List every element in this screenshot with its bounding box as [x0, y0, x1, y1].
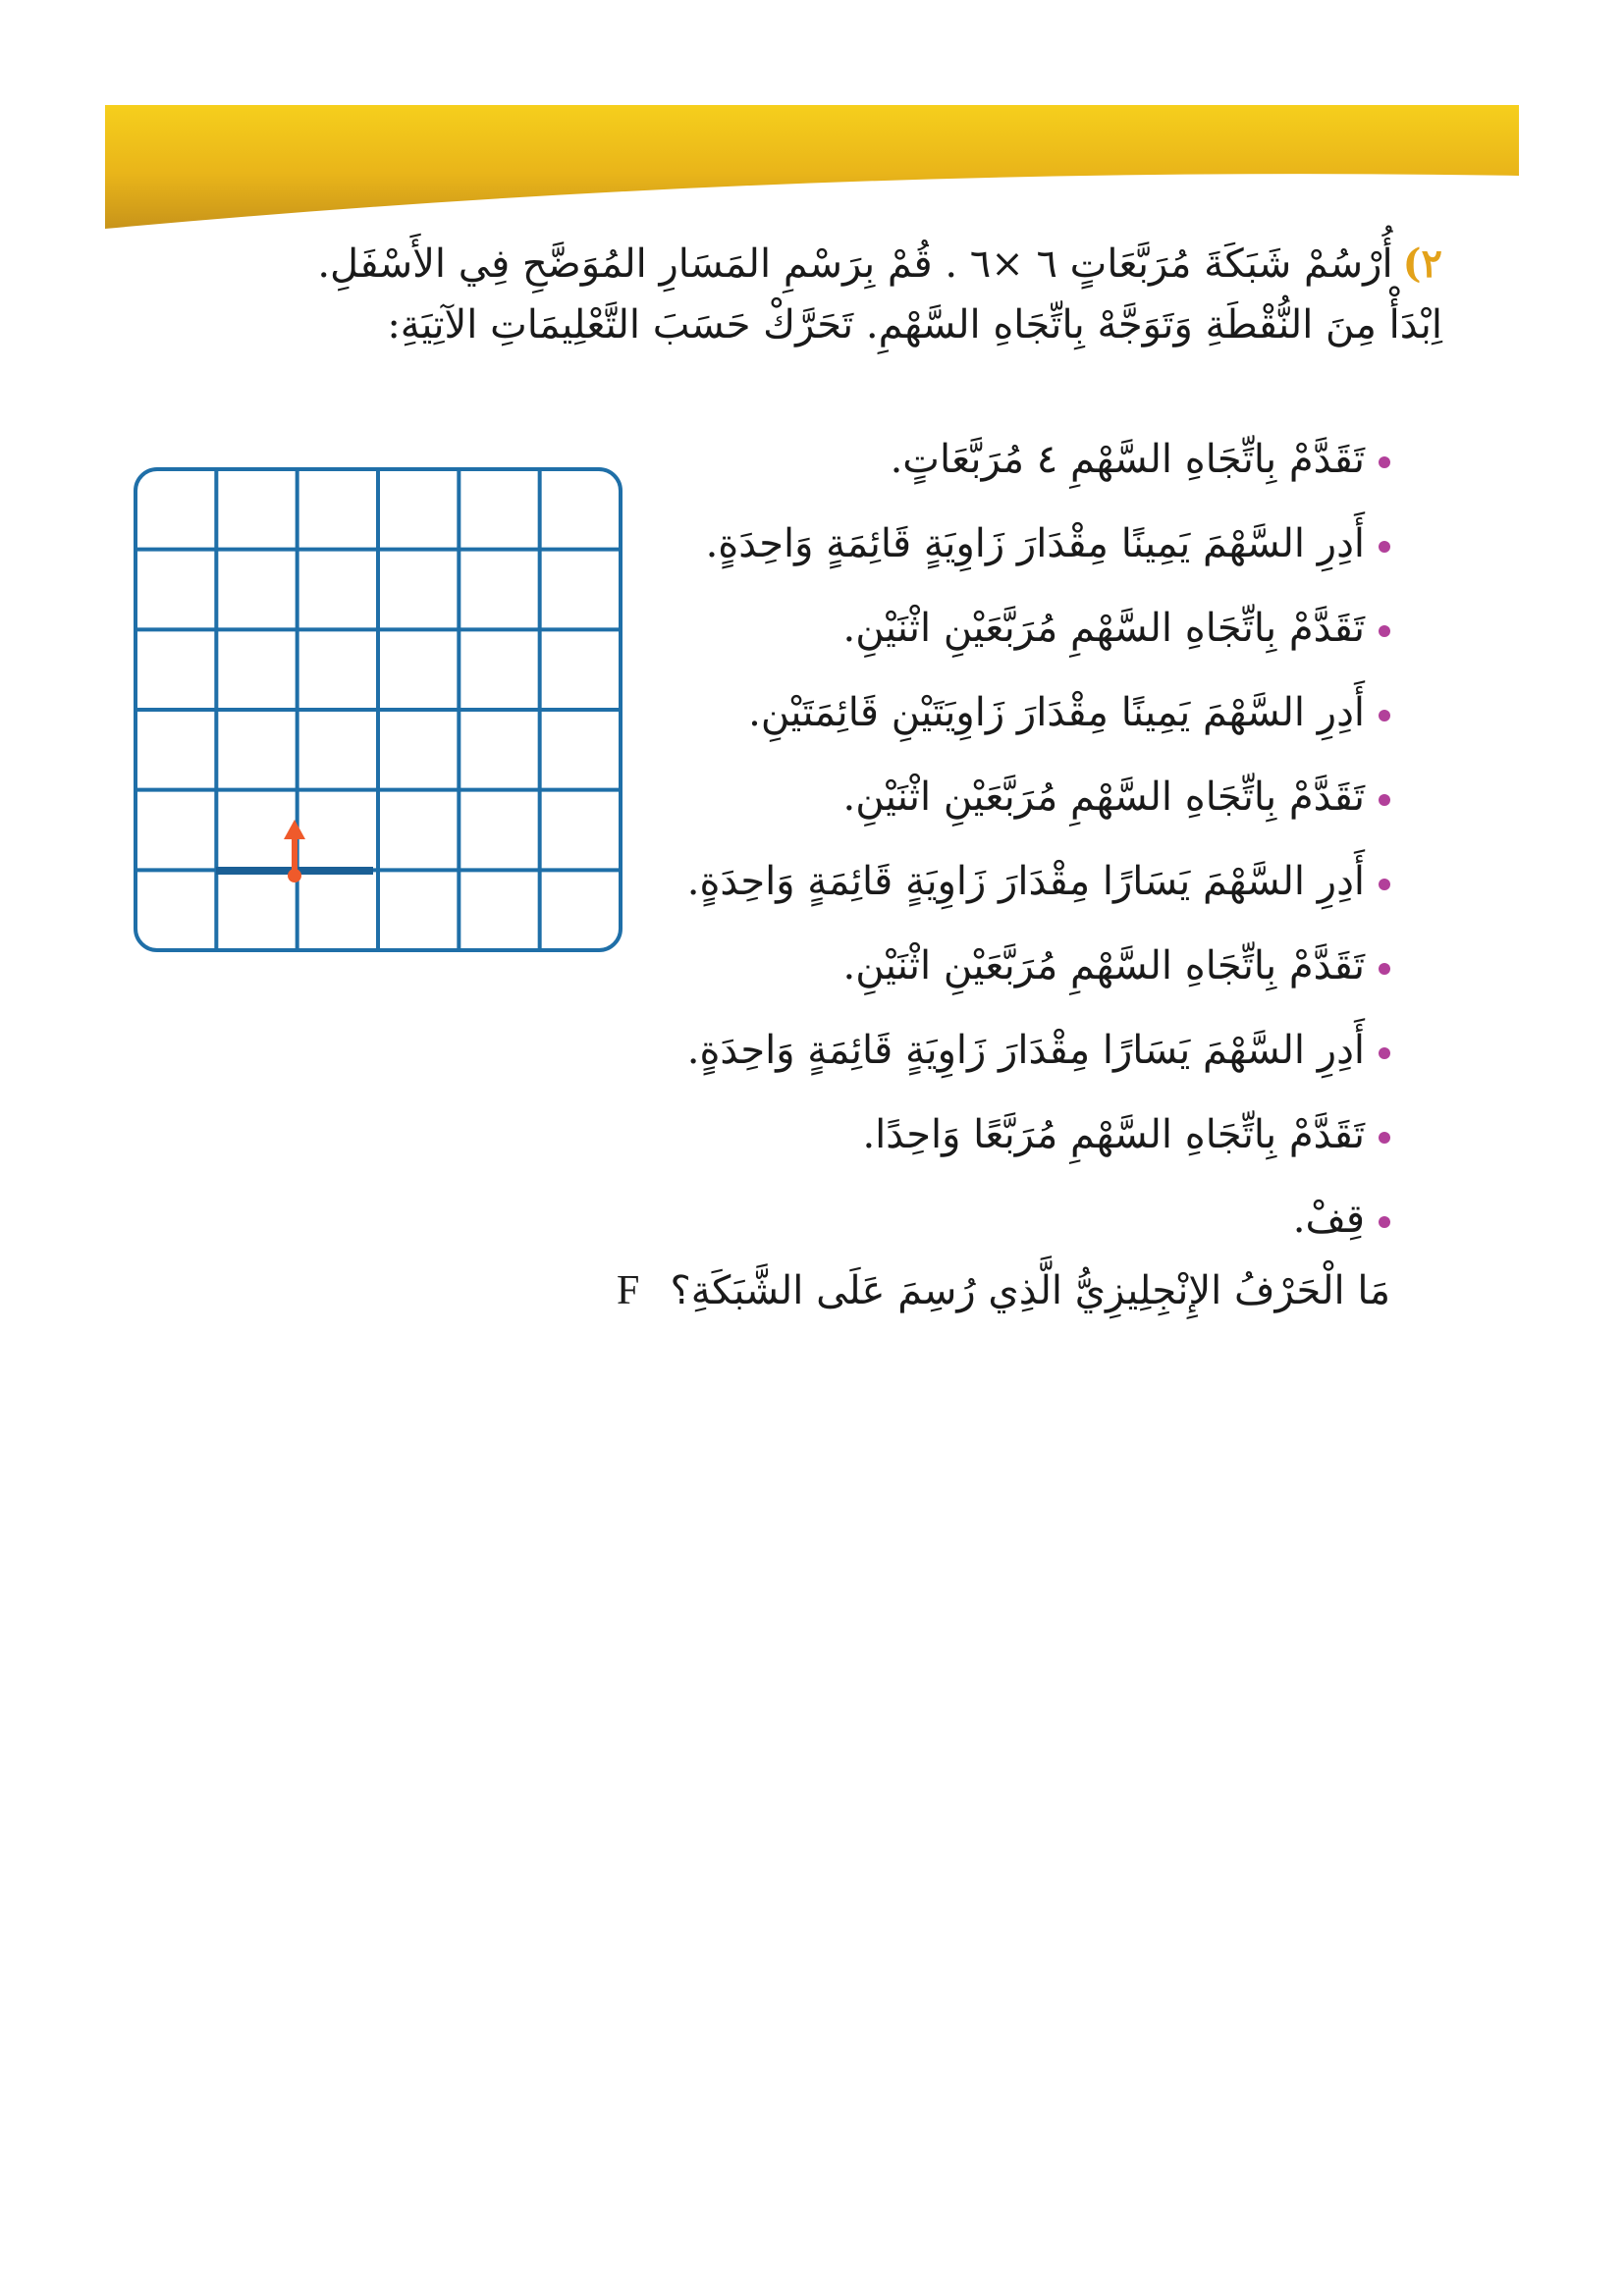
instruction-text: تَقَدَّمْ بِاتِّجَاهِ السَّهْمِ مُرَبَّعَيْنِ اثْنَيْنِ.: [842, 606, 1365, 651]
question-text-1: أُرْسُمْ شَبَكَةَ مُرَبَّعَاتٍ ٦ ×٦ . قُمْ بِرَسْمِ المَسَارِ المُوَضَّحِ فِي الأَسْفَلِ.: [317, 241, 1393, 287]
bullet-icon: [1379, 963, 1390, 975]
bullet-icon: [1379, 794, 1390, 806]
instruction-text: أَدِرِ السَّهْمَ يَمِينًا مِقْدَارَ زَاوِيَةٍ قَائِمَةٍ وَاحِدَةٍ.: [705, 521, 1365, 566]
bullet-icon: [1379, 541, 1390, 553]
instruction-text: أَدِرِ السَّهْمَ يَسَارًا مِقْدَارَ زَاوِيَةٍ قَائِمَةٍ وَاحِدَةٍ.: [686, 1028, 1365, 1073]
question-block: [186, 234, 1442, 355]
instruction-item: [585, 670, 1390, 755]
start-point: [288, 869, 301, 882]
instruction-text: أَدِرِ السَّهْمَ يَسَارًا مِقْدَارَ زَاوِيَةٍ قَائِمَةٍ وَاحِدَةٍ.: [686, 859, 1365, 904]
header-banner: [105, 105, 1519, 229]
instruction-item: [585, 586, 1390, 670]
instruction-list: [585, 417, 1390, 1261]
instruction-text: قِفْ.: [1292, 1197, 1365, 1242]
instruction-text: تَقَدَّمْ بِاتِّجَاهِ السَّهْمِ مُرَبَّعًا وَاحِدًا.: [862, 1112, 1365, 1157]
arrow-up-icon: [284, 820, 305, 871]
grid-lines: [135, 469, 621, 950]
instruction-item: [585, 1177, 1390, 1261]
square-grid: [133, 466, 623, 953]
instruction-item: [585, 1093, 1390, 1177]
instruction-text: تَقَدَّمْ بِاتِّجَاهِ السَّهْمِ مُرَبَّعَيْنِ اثْنَيْنِ.: [842, 774, 1365, 820]
instruction-item: [585, 839, 1390, 924]
bullet-icon: [1379, 1216, 1390, 1228]
bullet-icon: [1379, 625, 1390, 637]
instruction-item: [585, 1008, 1390, 1093]
bullet-icon: [1379, 1132, 1390, 1144]
bullet-icon: [1379, 879, 1390, 890]
final-question: مَا الْحَرْفُ الإِنْجِلِيزِيُّ الَّذِي رُسِمَ عَلَى الشَّبَكَةِ؟: [670, 1268, 1390, 1313]
bullet-icon: [1379, 1047, 1390, 1059]
bullet-icon: [1379, 710, 1390, 721]
instruction-item: [585, 924, 1390, 1008]
instruction-text: تَقَدَّمْ بِاتِّجَاهِ السَّهْمِ مُرَبَّعَيْنِ اثْنَيْنِ.: [842, 943, 1365, 988]
instruction-text: تَقَدَّمْ بِاتِّجَاهِ السَّهْمِ ٤ مُرَبَّعَاتٍ.: [890, 437, 1365, 482]
question-line-1: [186, 234, 1442, 294]
answer-text: F: [617, 1268, 640, 1313]
instruction-text: أَدِرِ السَّهْمَ يَمِينًا مِقْدَارَ زَاوِيَتَيْنِ قَائِمَتَيْنِ.: [748, 690, 1365, 735]
bullet-icon: [1379, 456, 1390, 468]
instruction-item: [585, 755, 1390, 839]
instruction-item: [585, 417, 1390, 502]
question-number: ٢): [1402, 240, 1442, 287]
instruction-item: [585, 502, 1390, 586]
question-line-2: اِبْدَأْ مِنَ النُّقْطَةِ وَتَوَجَّهْ بِاتِّجَاهِ السَّهْمِ. تَحَرَّكْ حَسَبَ التَّعْلِيمَاتِ الآتِيَةِ:: [387, 302, 1442, 347]
